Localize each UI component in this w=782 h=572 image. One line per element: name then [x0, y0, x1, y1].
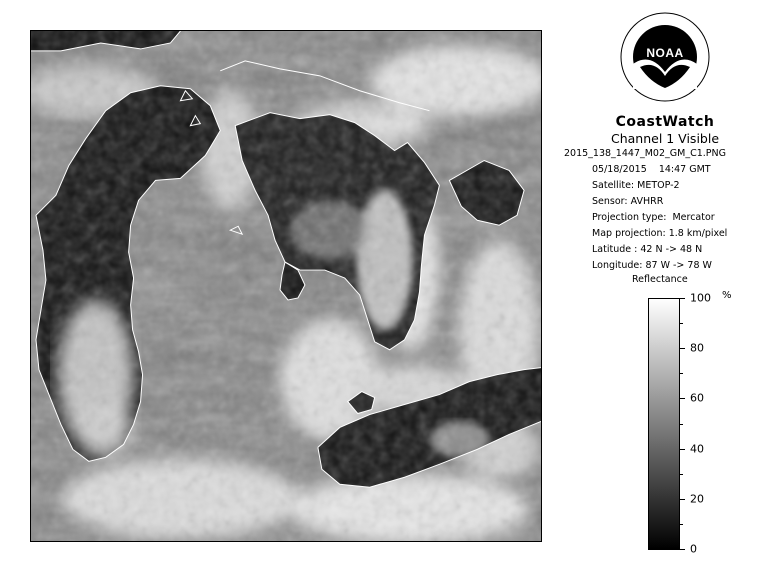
- colorbar-tick-mark: [680, 398, 685, 399]
- satellite-label: Satellite: METOP-2: [592, 180, 680, 191]
- info-panel: [560, 12, 770, 562]
- date-time: 05/18/2015 14:47 GMT: [592, 164, 711, 175]
- colorbar-minor-tick: [680, 373, 683, 374]
- file-name: 2015_138_1447_M02_GM_C1.PNG: [564, 148, 726, 159]
- latitude-label: Latitude : 42 N -> 48 N: [592, 244, 703, 255]
- colorbar-minor-tick: [680, 474, 683, 475]
- colorbar-tick-mark: [680, 549, 685, 550]
- colorbar-tick-mark: [680, 499, 685, 500]
- colorbar-tick-mark: [680, 348, 685, 349]
- colorbar-tick-label: 60: [690, 391, 704, 405]
- legend-title: Reflectance: [632, 274, 688, 285]
- colorbar-tick-mark: [680, 298, 685, 299]
- colorbar-tick-label: 100: [690, 291, 711, 305]
- map-canvas: [31, 31, 541, 541]
- colorbar-unit: %: [722, 290, 732, 301]
- coastwatch-title: CoastWatch: [615, 114, 715, 130]
- satellite-image-map: [30, 30, 542, 542]
- noaa-logo-text: NOAA: [646, 46, 684, 60]
- colorbar-tick-label: 0: [690, 542, 697, 556]
- colorbar-minor-tick: [680, 424, 683, 425]
- colorbar-minor-tick: [680, 524, 683, 525]
- colorbar-ticks: [680, 291, 740, 556]
- longitude-label: Longitude: 87 W -> 78 W: [592, 260, 712, 271]
- colorbar-tick-label: 40: [690, 442, 704, 456]
- projection-type-label: Projection type: Mercator: [592, 212, 715, 223]
- map-projection-label: Map projection: 1.8 km/pixel: [592, 228, 728, 239]
- image-noise: [31, 31, 541, 541]
- reflectance-colorbar: [648, 298, 680, 550]
- sensor-label: Sensor: AVHRR: [592, 196, 664, 207]
- colorbar-tick-label: 80: [690, 341, 704, 355]
- channel-label: Channel 1 Visible: [610, 131, 720, 146]
- colorbar-minor-tick: [680, 323, 683, 324]
- colorbar-tick-label: 20: [690, 492, 704, 506]
- noaa-logo: [620, 12, 710, 102]
- colorbar-tick-mark: [680, 449, 685, 450]
